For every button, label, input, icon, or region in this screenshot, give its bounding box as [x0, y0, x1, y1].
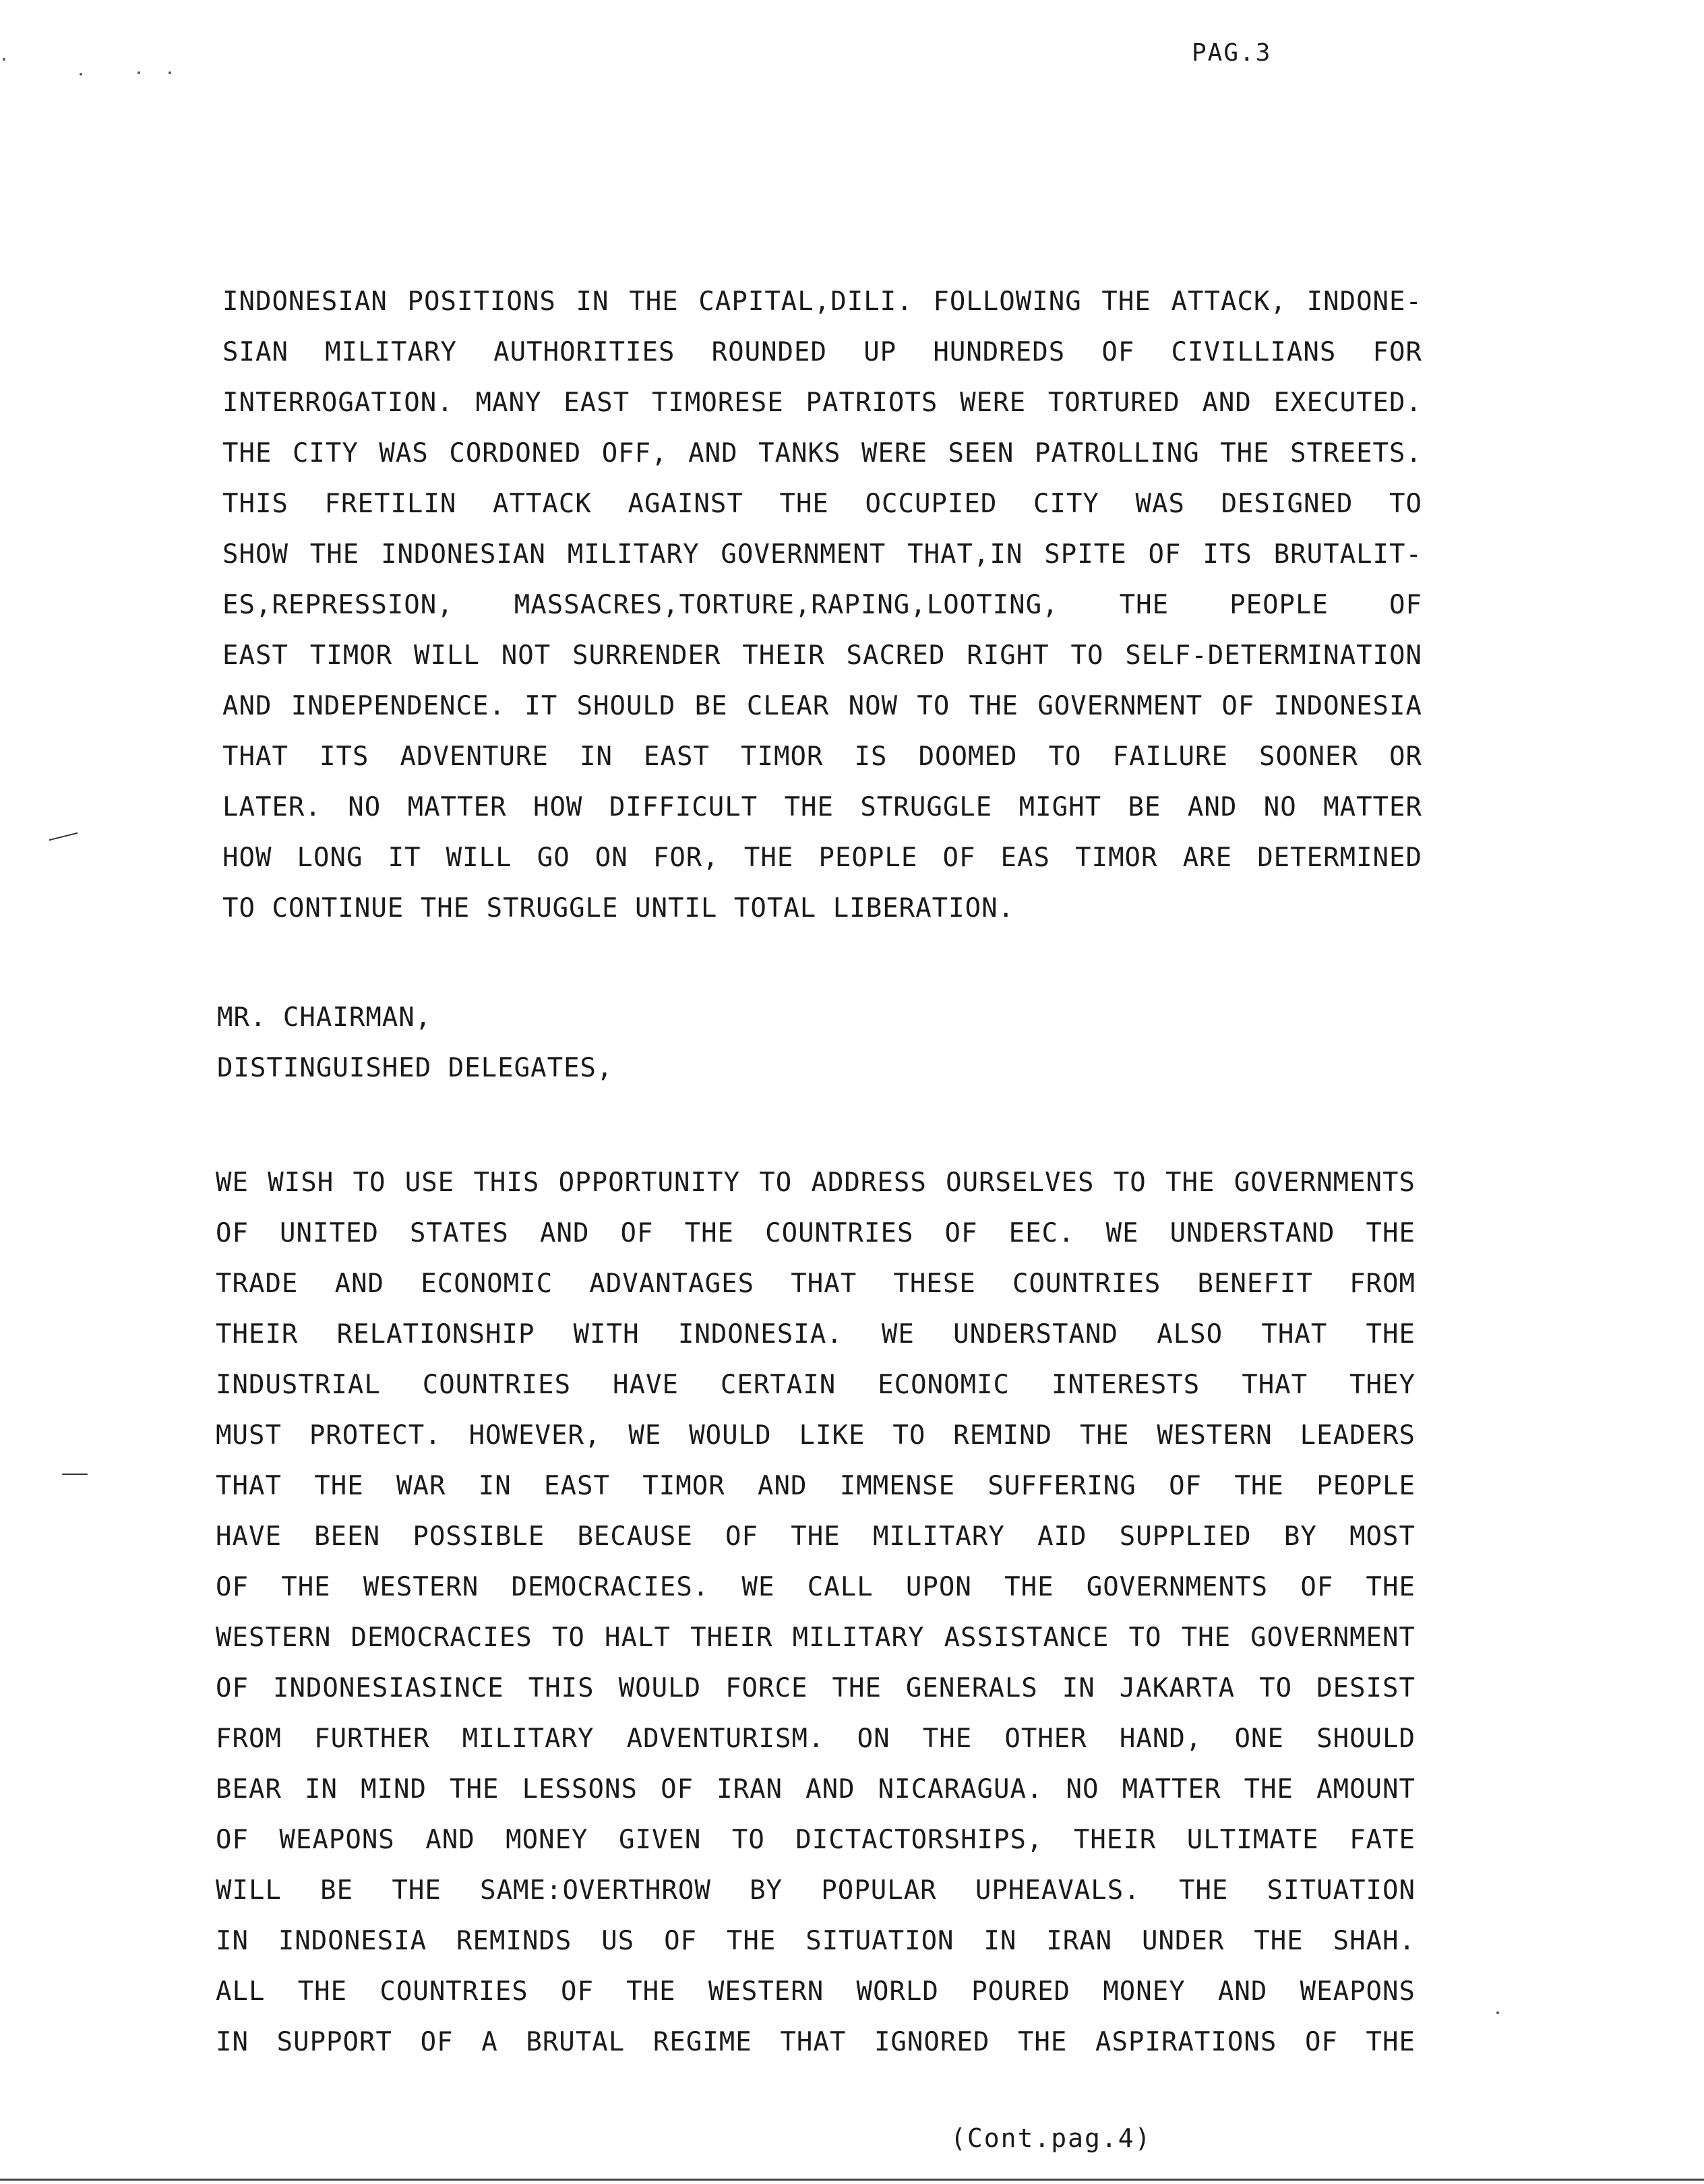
- text-line: THIS FRETILIN ATTACK AGAINST THE OCCUPIED CITY WAS DESIGNED TO: [222, 489, 1422, 519]
- text-line: WESTERN DEMOCRACIES TO HALT THEIR MILITARY ASSISTANCE TO THE GOVERNMENT: [216, 1622, 1416, 1653]
- speck: [80, 73, 82, 75]
- text-line: TO CONTINUE THE STRUGGLE UNTIL TOTAL LIBERATION.: [222, 893, 1015, 923]
- text-line: LATER. NO MATTER HOW DIFFICULT THE STRUGGLE MIGHT BE AND NO MATTER: [222, 792, 1422, 822]
- text-line: AND INDEPENDENCE. IT SHOULD BE CLEAR NOW TO THE GOVERNMENT OF INDONESIA: [222, 691, 1422, 721]
- body-paragraph-1: [222, 276, 1422, 934]
- text-line: THEIR RELATIONSHIP WITH INDONESIA. WE UNDERSTAND ALSO THAT THE: [216, 1319, 1416, 1349]
- salutation-line: DISTINGUISHED DELEGATES,: [217, 1053, 613, 1083]
- text-line: ES,REPRESSION, MASSACRES,TORTURE,RAPING,LOOTING, THE PEOPLE OF: [222, 590, 1422, 620]
- speck: [169, 71, 171, 74]
- text-line: IN INDONESIA REMINDS US OF THE SITUATION IN IRAN UNDER THE SHAH.: [216, 1926, 1416, 1956]
- text-line: MUST PROTECT. HOWEVER, WE WOULD LIKE TO REMIND THE WESTERN LEADERS: [216, 1420, 1416, 1451]
- text-line: THAT ITS ADVENTURE IN EAST TIMOR IS DOOMED TO FAILURE SOONER OR: [222, 741, 1422, 772]
- text-line: HOW LONG IT WILL GO ON FOR, THE PEOPLE OF EAS TIMOR ARE DETERMINED: [222, 843, 1422, 873]
- text-line: WE WISH TO USE THIS OPPORTUNITY TO ADDRESS OURSELVES TO THE GOVERNMENTS: [216, 1167, 1416, 1198]
- text-line: INTERROGATION. MANY EAST TIMORESE PATRIOTS WERE TORTURED AND EXECUTED.: [222, 388, 1422, 418]
- text-line: FROM FURTHER MILITARY ADVENTURISM. ON THE OTHER HAND, ONE SHOULD: [216, 1724, 1416, 1754]
- text-line: SHOW THE INDONESIAN MILITARY GOVERNMENT THAT,IN SPITE OF ITS BRUTALIT-: [222, 539, 1422, 570]
- text-line: EAST TIMOR WILL NOT SURRENDER THEIR SACRED RIGHT TO SELF-DETERMINATION: [222, 640, 1422, 671]
- text-line: WILL BE THE SAME:OVERTHROW BY POPULAR UPHEAVALS. THE SITUATION: [216, 1875, 1416, 1906]
- speck: [1496, 2011, 1499, 2014]
- text-line: IN SUPPORT OF A BRUTAL REGIME THAT IGNORED THE ASPIRATIONS OF THE: [216, 2027, 1416, 2057]
- speck: [3, 58, 5, 61]
- bottom-rule: [0, 2179, 1704, 2181]
- body-paragraph-2: [216, 1157, 1416, 2067]
- marginal-mark: [62, 1474, 88, 1475]
- text-line: ALL THE COUNTRIES OF THE WESTERN WORLD POURED MONEY AND WEAPONS: [216, 1976, 1416, 2007]
- text-line: OF UNITED STATES AND OF THE COUNTRIES OF EEC. WE UNDERSTAND THE: [216, 1218, 1416, 1248]
- text-line: INDONESIAN POSITIONS IN THE CAPITAL,DILI. FOLLOWING THE ATTACK, INDONE-: [222, 286, 1422, 317]
- marginal-mark: [49, 832, 78, 841]
- text-line: SIAN MILITARY AUTHORITIES ROUNDED UP HUNDREDS OF CIVILLIANS FOR: [222, 337, 1422, 367]
- text-line: INDUSTRIAL COUNTRIES HAVE CERTAIN ECONOMIC INTERESTS THAT THEY: [216, 1370, 1416, 1400]
- continuation-note: (Cont.pag.4): [950, 2123, 1152, 2153]
- text-line: THE CITY WAS CORDONED OFF, AND TANKS WERE SEEN PATROLLING THE STREETS.: [222, 438, 1422, 468]
- text-line: THAT THE WAR IN EAST TIMOR AND IMMENSE SUFFERING OF THE PEOPLE: [216, 1471, 1416, 1501]
- text-line: HAVE BEEN POSSIBLE BECAUSE OF THE MILITARY AID SUPPLIED BY MOST: [216, 1521, 1416, 1552]
- text-line: TRADE AND ECONOMIC ADVANTAGES THAT THESE COUNTRIES BENEFIT FROM: [216, 1269, 1416, 1299]
- text-line: OF INDONESIASINCE THIS WOULD FORCE THE GENERALS IN JAKARTA TO DESIST: [216, 1673, 1416, 1703]
- page-number: PAG.3: [1192, 39, 1272, 67]
- speck: [138, 71, 140, 74]
- text-line: BEAR IN MIND THE LESSONS OF IRAN AND NICARAGUA. NO MATTER THE AMOUNT: [216, 1774, 1416, 1804]
- text-line: OF WEAPONS AND MONEY GIVEN TO DICTACTORSHIPS, THEIR ULTIMATE FATE: [216, 1825, 1416, 1855]
- text-line: OF THE WESTERN DEMOCRACIES. WE CALL UPON THE GOVERNMENTS OF THE: [216, 1572, 1416, 1602]
- salutation-line: MR. CHAIRMAN,: [217, 1002, 432, 1033]
- salutation: [217, 992, 1417, 1093]
